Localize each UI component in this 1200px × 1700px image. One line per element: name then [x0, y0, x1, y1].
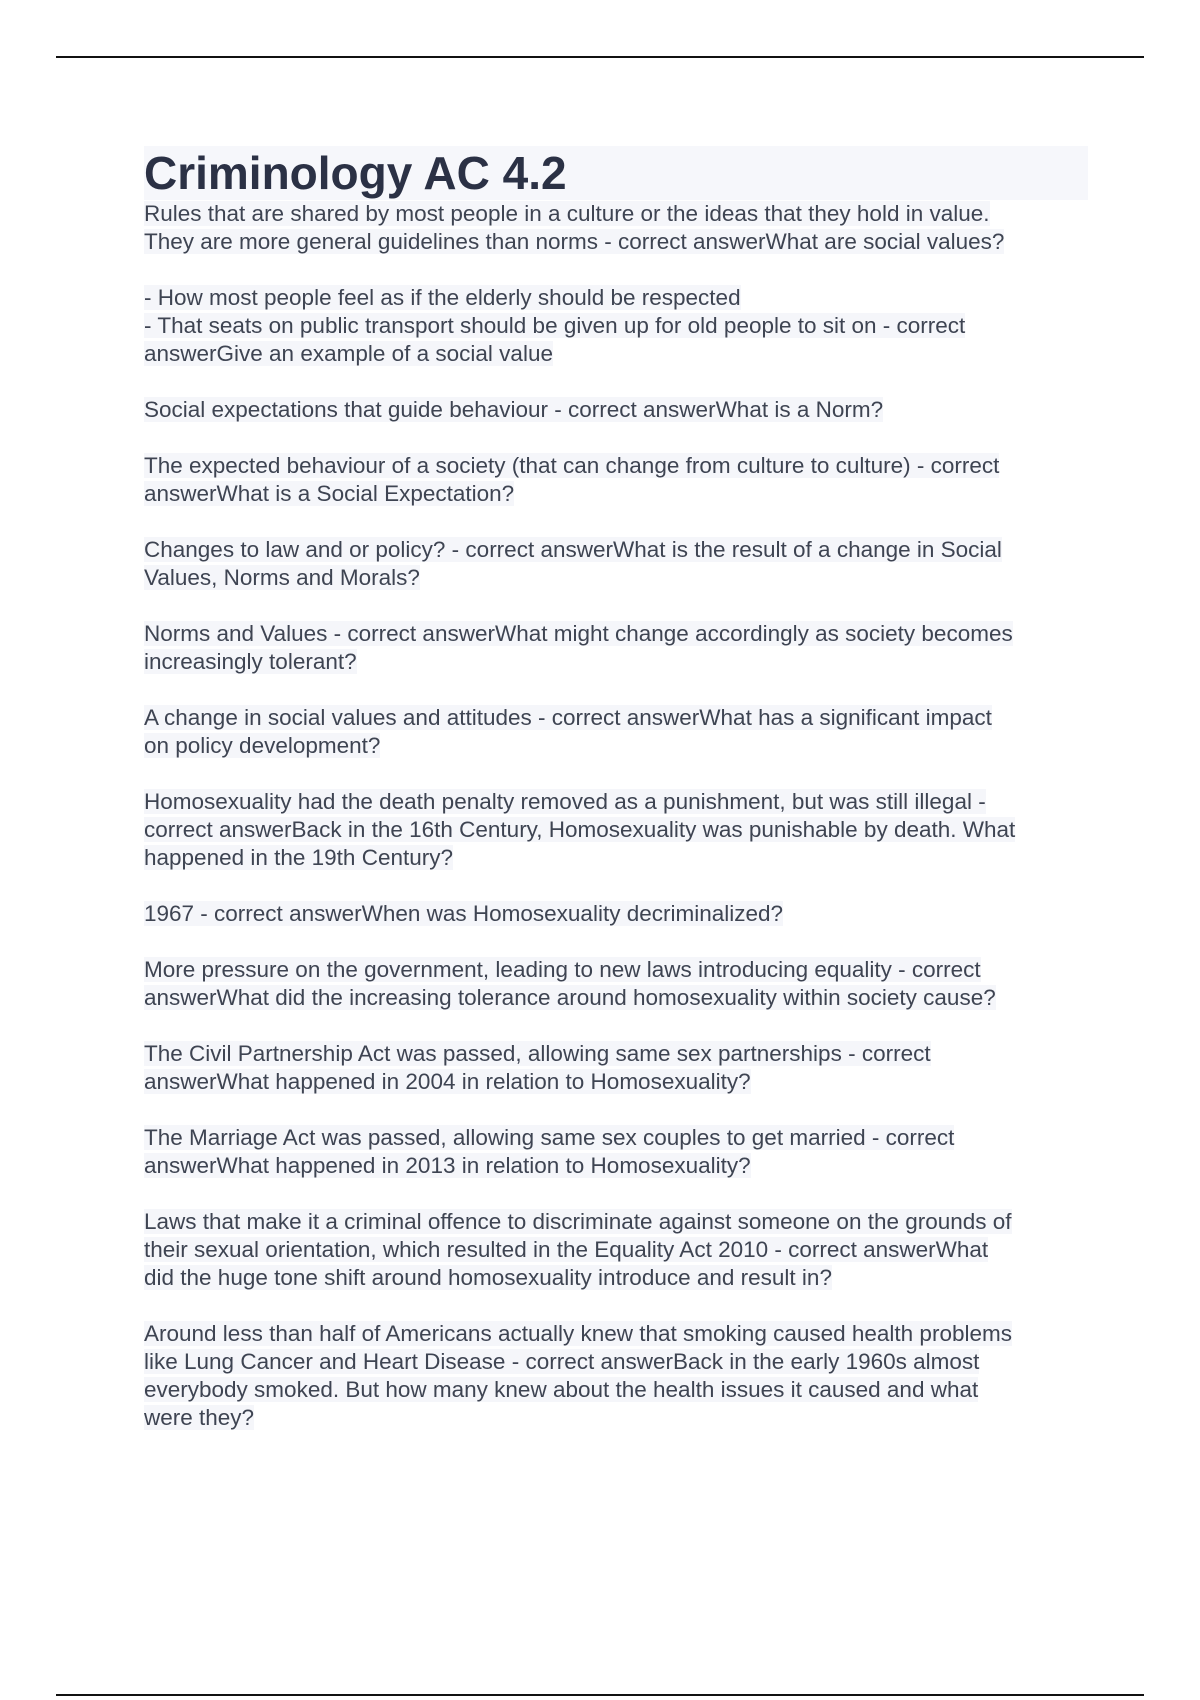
card-line: were they? [144, 1405, 255, 1430]
flashcard [144, 900, 1088, 928]
card-line: They are more general guidelines than norms - correct answerWhat are social values? [144, 229, 1005, 254]
flashcard [144, 620, 1088, 676]
card-line: on policy development? [144, 733, 381, 758]
flashcard [144, 1040, 1088, 1096]
card-line: answerGive an example of a social value [144, 341, 553, 366]
card-line: More pressure on the government, leading to new laws introducing equality - correct [144, 957, 981, 982]
header-rule [56, 56, 1144, 58]
card-line: everybody smoked. But how many knew about the health issues it caused and what [144, 1377, 979, 1402]
card-line: their sexual orientation, which resulted in the Equality Act 2010 - correct answerWhat [144, 1237, 989, 1262]
card-line: Homosexuality had the death penalty removed as a punishment, but was still illegal - [144, 789, 986, 814]
document-title: Criminology AC 4.2 [144, 146, 1088, 200]
card-line: A change in social values and attitudes - correct answerWhat has a significant impact [144, 705, 992, 730]
flashcard [144, 1208, 1088, 1292]
card-line: - How most people feel as if the elderly should be respected [144, 285, 741, 310]
card-line: 1967 - correct answerWhen was Homosexuality decriminalized? [144, 901, 784, 926]
flashcard [144, 1124, 1088, 1180]
footer-rule [56, 1694, 1144, 1696]
card-line: Changes to law and or policy? - correct answerWhat is the result of a change in Social [144, 537, 1002, 562]
card-line: The Civil Partnership Act was passed, allowing same sex partnerships - correct [144, 1041, 931, 1066]
card-line: answerWhat happened in 2004 in relation to Homosexuality? [144, 1069, 751, 1094]
card-line: The expected behaviour of a society (that can change from culture to culture) - correct [144, 453, 1000, 478]
card-line: answerWhat is a Social Expectation? [144, 481, 515, 506]
card-line: Social expectations that guide behaviour - correct answerWhat is a Norm? [144, 397, 884, 422]
flashcard [144, 284, 1088, 368]
card-line: Values, Norms and Morals? [144, 565, 420, 590]
flashcard [144, 704, 1088, 760]
flashcard [144, 956, 1088, 1012]
flashcard [144, 396, 1088, 424]
flashcard [144, 788, 1088, 872]
card-line: did the huge tone shift around homosexuality introduce and result in? [144, 1265, 832, 1290]
card-line: happened in the 19th Century? [144, 845, 453, 870]
card-line: answerWhat did the increasing tolerance around homosexuality within society cause? [144, 985, 996, 1010]
flashcard [144, 452, 1088, 508]
flashcard [144, 1320, 1088, 1432]
card-line: correct answerBack in the 16th Century, Homosexuality was punishable by death. What [144, 817, 1016, 842]
card-line: Around less than half of Americans actually knew that smoking caused health problems [144, 1321, 1012, 1346]
card-line: like Lung Cancer and Heart Disease - correct answerBack in the early 1960s almost [144, 1349, 980, 1374]
card-line: - That seats on public transport should be given up for old people to sit on - correct [144, 313, 966, 338]
card-line: Rules that are shared by most people in a culture or the ideas that they hold in value. [144, 201, 990, 226]
card-line: The Marriage Act was passed, allowing same sex couples to get married - correct [144, 1125, 955, 1150]
card-line: Laws that make it a criminal offence to discriminate against someone on the grounds of [144, 1209, 1012, 1234]
flashcard [144, 200, 1088, 256]
flashcard [144, 536, 1088, 592]
card-line: Norms and Values - correct answerWhat might change accordingly as society becomes [144, 621, 1013, 646]
card-line: increasingly tolerant? [144, 649, 357, 674]
card-line: answerWhat happened in 2013 in relation to Homosexuality? [144, 1153, 751, 1178]
document-body [144, 146, 1088, 1460]
